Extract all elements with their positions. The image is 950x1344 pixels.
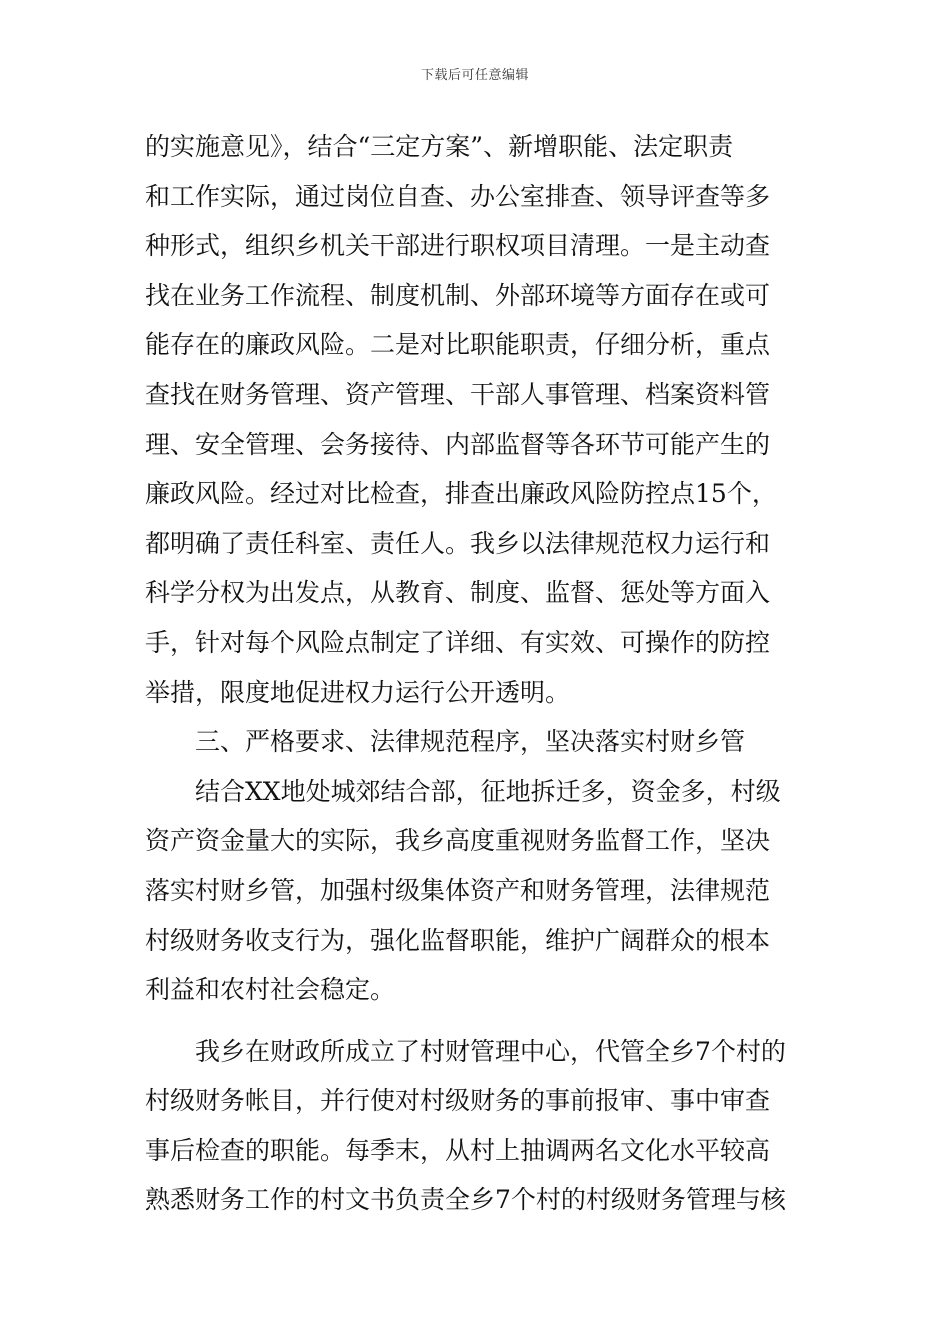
- text-line: 结合XX地处城郊结合部，征地拆迁多，资金多，村级: [195, 776, 781, 806]
- text-line: 村级财务收支行为，强化监督职能，维护广阔群众的根本: [145, 925, 771, 955]
- paragraph: [145, 767, 810, 1015]
- text-line: 找在业务工作流程、制度机制、外部环境等方面存在或可: [145, 280, 771, 310]
- text-line: 资产资金量大的实际，我乡高度重视财务监督工作，坚决: [145, 826, 771, 856]
- text-line: 我乡在财政所成立了村财管理中心，代管全乡7个村的: [195, 1036, 786, 1066]
- text-line: 廉政风险。经过对比检查，排查出廉政风险防控点15个，: [145, 479, 777, 509]
- text-line: 三、严格要求、法律规范程序，坚决落实村财乡管: [195, 727, 746, 757]
- text-line: 落实村财乡管，加强村级集体资产和财务管理，法律规范: [145, 875, 771, 905]
- text-line: 和工作实际，通过岗位自查、办公室排查、领导评查等多: [145, 181, 771, 211]
- text-line: 都明确了责任科室、责任人。我乡以法律规范权力运行和: [145, 528, 771, 558]
- text-line: 科学分权为出发点，从教育、制度、监督、惩处等方面入: [145, 578, 771, 608]
- paragraph-gap: [145, 1015, 810, 1027]
- text-line: 举措，限度地促进权力运行公开透明。: [145, 677, 571, 707]
- text-line: 村级财务帐目，并行使对村级财务的事前报审、事中审查: [145, 1086, 771, 1116]
- text-line: 种形式，组织乡机关干部进行职权项目清理。一是主动查: [145, 231, 771, 261]
- text-line: 理、安全管理、会务接待、内部监督等各环节可能产生的: [145, 429, 771, 459]
- paragraph: [145, 1027, 810, 1225]
- text-line: 利益和农村社会稳定。: [145, 975, 396, 1005]
- text-line: 的实施意见》，结合“三定方案”、新增职能、法定职责: [145, 132, 734, 161]
- text-line: 能存在的廉政风险。二是对比职能职责，仔细分析，重点: [145, 330, 771, 360]
- document-body: [145, 122, 810, 1225]
- page-header: 下载后可任意编辑: [420, 68, 529, 83]
- text-line: 查找在财务管理、资产管理、干部人事管理、档案资料管: [145, 379, 771, 409]
- text-line: 熟悉财务工作的村文书负责全乡7个村的村级财务管理与核: [145, 1185, 786, 1215]
- text-line: 事后检查的职能。每季末，从村上抽调两名文化水平较高: [145, 1135, 771, 1165]
- section-heading: [145, 717, 810, 767]
- paragraph: [145, 122, 810, 717]
- text-line: 手，针对每个风险点制定了详细、有实效、可操作的防控: [145, 627, 771, 657]
